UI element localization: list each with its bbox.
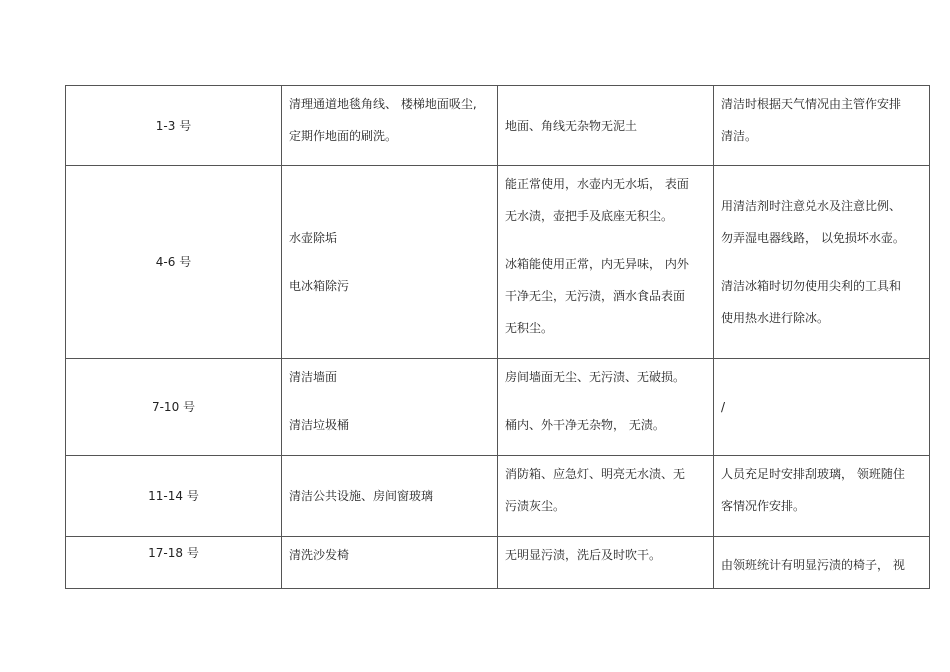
table-row [66, 456, 930, 537]
standard-cell [498, 537, 714, 589]
standard-line: 桶内、外干净无杂物， 无渍。 [505, 418, 665, 432]
task-cell [282, 86, 498, 166]
table-row [66, 537, 930, 589]
notes-line: 人员充足时安排刮玻璃， 领班随住 [721, 467, 905, 481]
notes-line: 客情况作安排。 [721, 499, 806, 513]
task-line: 清洁垃圾桶 [289, 418, 350, 432]
standard-line: 地面、角线无杂物无泥土 [505, 118, 638, 133]
table-row [66, 359, 930, 456]
task-cell [282, 166, 498, 359]
standard-cell [498, 359, 714, 456]
standard-line: 无水渍，壶把手及底座无积尘。 [505, 209, 674, 223]
task-cell [282, 537, 498, 589]
standard-line: 无积尘。 [505, 321, 554, 335]
day-range-cell: 1-3 号 [66, 86, 282, 166]
notes-cell [714, 359, 930, 456]
task-line: 清洁公共设施、房间窗玻璃 [289, 489, 434, 503]
standard-line: 冰箱能使用正常，内无异味， 内外 [505, 257, 689, 271]
standard-line: 无明显污渍，洗后及时吹干。 [505, 548, 662, 562]
notes-cell [714, 86, 930, 166]
standard-cell [498, 86, 714, 166]
notes-line: 清洁。 [721, 129, 758, 143]
notes-line: / [721, 400, 726, 414]
task-line: 清洁墙面 [289, 370, 338, 384]
task-line: 清洗沙发椅 [289, 548, 350, 562]
standard-cell [498, 166, 714, 359]
day-range-cell: 17-18 号 [66, 537, 282, 589]
task-cell [282, 359, 498, 456]
notes-line: 使用热水进行除冰。 [721, 311, 830, 325]
standard-cell [498, 456, 714, 537]
day-range-cell: 11-14 号 [66, 456, 282, 537]
standard-line: 污渍灰尘。 [505, 499, 566, 513]
task-line: 清理通道地毯角线、 楼梯地面吸尘, [289, 97, 477, 111]
standard-line: 干净无尘，无污渍，酒水食品表面 [505, 289, 686, 303]
task-line: 水壶除垢 [289, 231, 338, 245]
day-range-cell: 7-10 号 [66, 359, 282, 456]
standard-line: 消防箱、应急灯、明亮无水渍、无 [505, 467, 686, 481]
notes-line: 用清洁剂时注意兑水及注意比例、 [721, 199, 902, 213]
table-row [66, 86, 930, 166]
task-cell [282, 456, 498, 537]
notes-line: 清洁时根据天气情况由主管作安排 [721, 97, 902, 111]
standard-line: 能正常使用，水壶内无水垢， 表面 [505, 177, 689, 191]
task-line: 定期作地面的刷洗。 [289, 129, 398, 143]
notes-line: 勿弄湿电器线路， 以免损坏水壶。 [721, 231, 905, 245]
standard-line: 房间墙面无尘、无污渍、无破损。 [505, 370, 686, 384]
notes-cell [714, 456, 930, 537]
task-line: 电冰箱除污 [289, 279, 350, 293]
notes-line: 清洁冰箱时切勿使用尖利的工具和 [721, 279, 902, 293]
notes-cell [714, 166, 930, 359]
table-row [66, 166, 930, 359]
notes-line: 由领班统计有明显污渍的椅子， 视 [721, 558, 905, 572]
day-range-cell: 4-6 号 [66, 166, 282, 359]
cleaning-schedule-table [65, 85, 930, 589]
notes-cell [714, 537, 930, 589]
